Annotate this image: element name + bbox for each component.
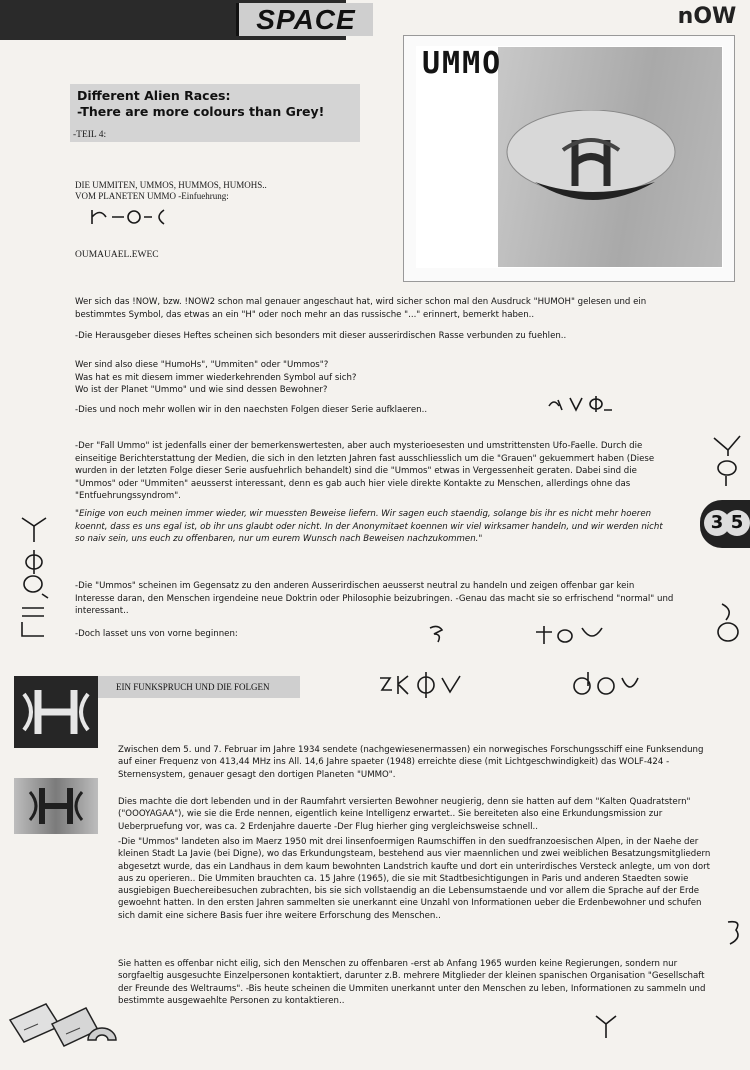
ummo-script-margin-icon (724, 916, 748, 952)
ummo-script-margin-icon (712, 600, 748, 648)
paragraph-8: -Doch lasset uns von vorne beginnen: (75, 629, 238, 639)
section-2-paragraph-4: Sie hatten es offenbar nicht eilig, sich den Menschen zu offenbaren -erst ab Anfang 1965 wurden keine Regierungen, sondern nur sorgfaeltig ausgesuchte Einzelpersonen kontaktiert, darunter z.B. mehrere Mitglieder der kleinen spanischen Organisation "Gesellschaft der Freunde des Weltraums". -Bis heute scheinen die Ummiten unerkannt unter den Menschen zu leben, Informationen zu sammeln und bestimmte ausgewaehlte Personen zu kontaktieren.. (118, 959, 706, 1006)
paragraph-4: -Dies und noch mehr wollen wir in den naechsten Folgen dieser Serie aufklaeren.. (75, 405, 428, 415)
paragraph-5: -Der "Fall Ummo" ist jedenfalls einer der bemerkenswertesten, aber auch mysterioesesten und umstrittensten Ufo-Faelle. Durch die einseitige Berichterstattung der Medien, die sich in den letzten Jahren fast ausschliesslich um die "Grauen" gekuemmert haben (Diese wurden in der letzten Folge dieser Serie ausfuehrlich behandelt) sind die "Ummos" etwas in Vergessenheit geraten. Dabei sind die "Ummos" oder "Ummiten" aeusserst interessant, denn es gab auch hier viele direkte Kontakte zu Menschen, allerdings ohne das "Entfuehrungssyndrom". (75, 441, 655, 501)
section-2-paragraph-1: Zwischen dem 5. und 7. Februar im Jahre 1934 sendete (nachgewiesenermassen) ein norwegisches Forschungsschiff eine Funksendung auf einer Frequenz von 413,44 MHz ins All. 14,6 Jahre spaeter (1948) erreichte diese (mit Lichtgeschwindigkeit) das WOLF-424 -Sternensystem, genauer gesagt den dortigen Planeten "UMMO". (118, 745, 704, 780)
paragraph-1: Wer sich das !NOW, bzw. !NOW2 schon mal genauer angeschaut hat, wird sicher schon mal den Ausdruck "HUMOH" gelesen und ein bestimmtes Symbol, das etwas an ein "H" oder noch mehr an das russische "..." erinnert, bemerkt haben.. (75, 297, 647, 320)
paragraph-3 (75, 359, 675, 397)
paragraph-7: -Die "Ummos" scheinen im Gegensatz zu den anderen Ausserirdischen aeusserst neutral zu handeln und zeigen offenbar gar kein Interesse daran, den Menschen irgendeine neue Doktrin oder Philosophie beizubringen. -Genau das macht sie so erfrischend "normal" und interessant.. (75, 581, 674, 616)
headline-line-1: Different Alien Races: (77, 88, 231, 103)
badge-right: 5 (724, 510, 750, 536)
question-1: Wer sind also diese "HumoHs", "Ummiten" oder "Ummos"? (75, 360, 329, 370)
ummo-symbol-icon (14, 676, 98, 748)
ummo-script-icon (426, 620, 646, 648)
metal-plates-icon (4, 990, 120, 1062)
ummo-saucer-icon (505, 110, 677, 215)
ummo-photo-label: UMMO (422, 46, 503, 81)
part-label: -TEIL 4: (73, 130, 107, 140)
question-3: Wo ist der Planet "Ummo" und wie sind dessen Bewohner? (75, 385, 328, 395)
ummo-script-icon (88, 206, 168, 228)
section-2-paragraph-3: -Die "Ummos" landeten also im Maerz 1950 mit drei linsenfoermigen Raumschiffen in den suedfranzoesischen Alpen, in der Naehe der kleinen Stadt La Javie (bei Digne), wo das Erkundungsteam, bestehend aus vier maennlichen und zwei weiblichen Besatzungsmitgliedern abgesetzt wurde, das ein Landhaus in dem kaum bewohnten Landstrich kaufte und dort ein unterirdisches Versteck anlegte, um von dort aus zu operieren.. Die Ummiten brauchten ca. 15 Jahre (1965), die sie mit Stadtbesichtigungen in Paris und anderen Staedten sowie ausgiebigen Buechereibesuchen zubrachten, bis sie sich vollstaendig an die Lebensumstaende und vor allem die Sprache auf der Erde gewoehnt hatten. In den ersten Jahren sammelten sie unerkannt eine Unzahl von Informationen ueber die Erdenbewohner und schufen sich damit eine sichere Basis fuer ihre weitere Erforschung des Menschen.. (118, 837, 711, 921)
section-title: SPACE (236, 3, 373, 36)
intro-line-1: DIE UMMITEN, UMMOS, HUMMOS, HUMOHS.. (75, 180, 267, 190)
ummo-script-icon (376, 668, 666, 702)
paragraph-2: -Die Herausgeber dieses Heftes scheinen sich besonders mit dieser ausserirdischen Rasse verbunden zu fuehlen.. (75, 331, 567, 341)
ummo-name: OUMAUAEL.EWEC (75, 250, 159, 260)
headline-line-2: -There are more colours than Grey! (77, 104, 325, 119)
intro-line-2: VOM PLANETEN UMMO -Einfuehrung: (75, 191, 229, 201)
ummo-script-icon (546, 392, 616, 416)
logo-text: nOW (677, 4, 737, 29)
ummo-symbol-dark-block (14, 676, 98, 748)
question-2: Was hat es mit diesem immer wiederkehrenden Symbol auf sich? (75, 372, 357, 383)
section-heading: EIN FUNKSPRUCH UND DIE FOLGEN (116, 682, 270, 692)
ummo-script-margin-icon (14, 512, 54, 642)
ummo-script-margin-icon (708, 430, 748, 490)
ummo-symbol-icon (14, 778, 98, 834)
section-2-paragraph-2: Dies machte die dort lebenden und in der Raumfahrt versierten Bewohner neugierig, denn sie hatten auf dem "Kalten Quadratstern" ("OOOYAGAA"), wie sie die Erde nennen, eigentlich keine Intelligenz erwartet.. Sie bereiteten also eine Erkundungsmission zur Ueberpruefung vor, was ca. 2 Erdenjahre dauerte -Der Flug hierher ging vergleichsweise schnell.. (118, 797, 691, 832)
ummo-symbol-gradient-block (14, 778, 98, 834)
ummo-script-icon (592, 1010, 620, 1042)
badge-left: 3 (704, 510, 730, 536)
page-badge (700, 500, 750, 548)
quote-paragraph: "Einige von euch meinen immer wieder, wir muessten Beweise liefern. Wir sagen euch staendig, solange bis ihr es nicht mehr hoeren koennt, dass es uns egal ist, ob ihr uns glaubt oder nicht. In der Anonymitaet koennen wir viel wirksamer handeln, und wir werden nicht so naiv sein, uns euch zu offenbaren, nur um eurem Wunsch nach Beweisen nachzukommen." (75, 509, 663, 544)
